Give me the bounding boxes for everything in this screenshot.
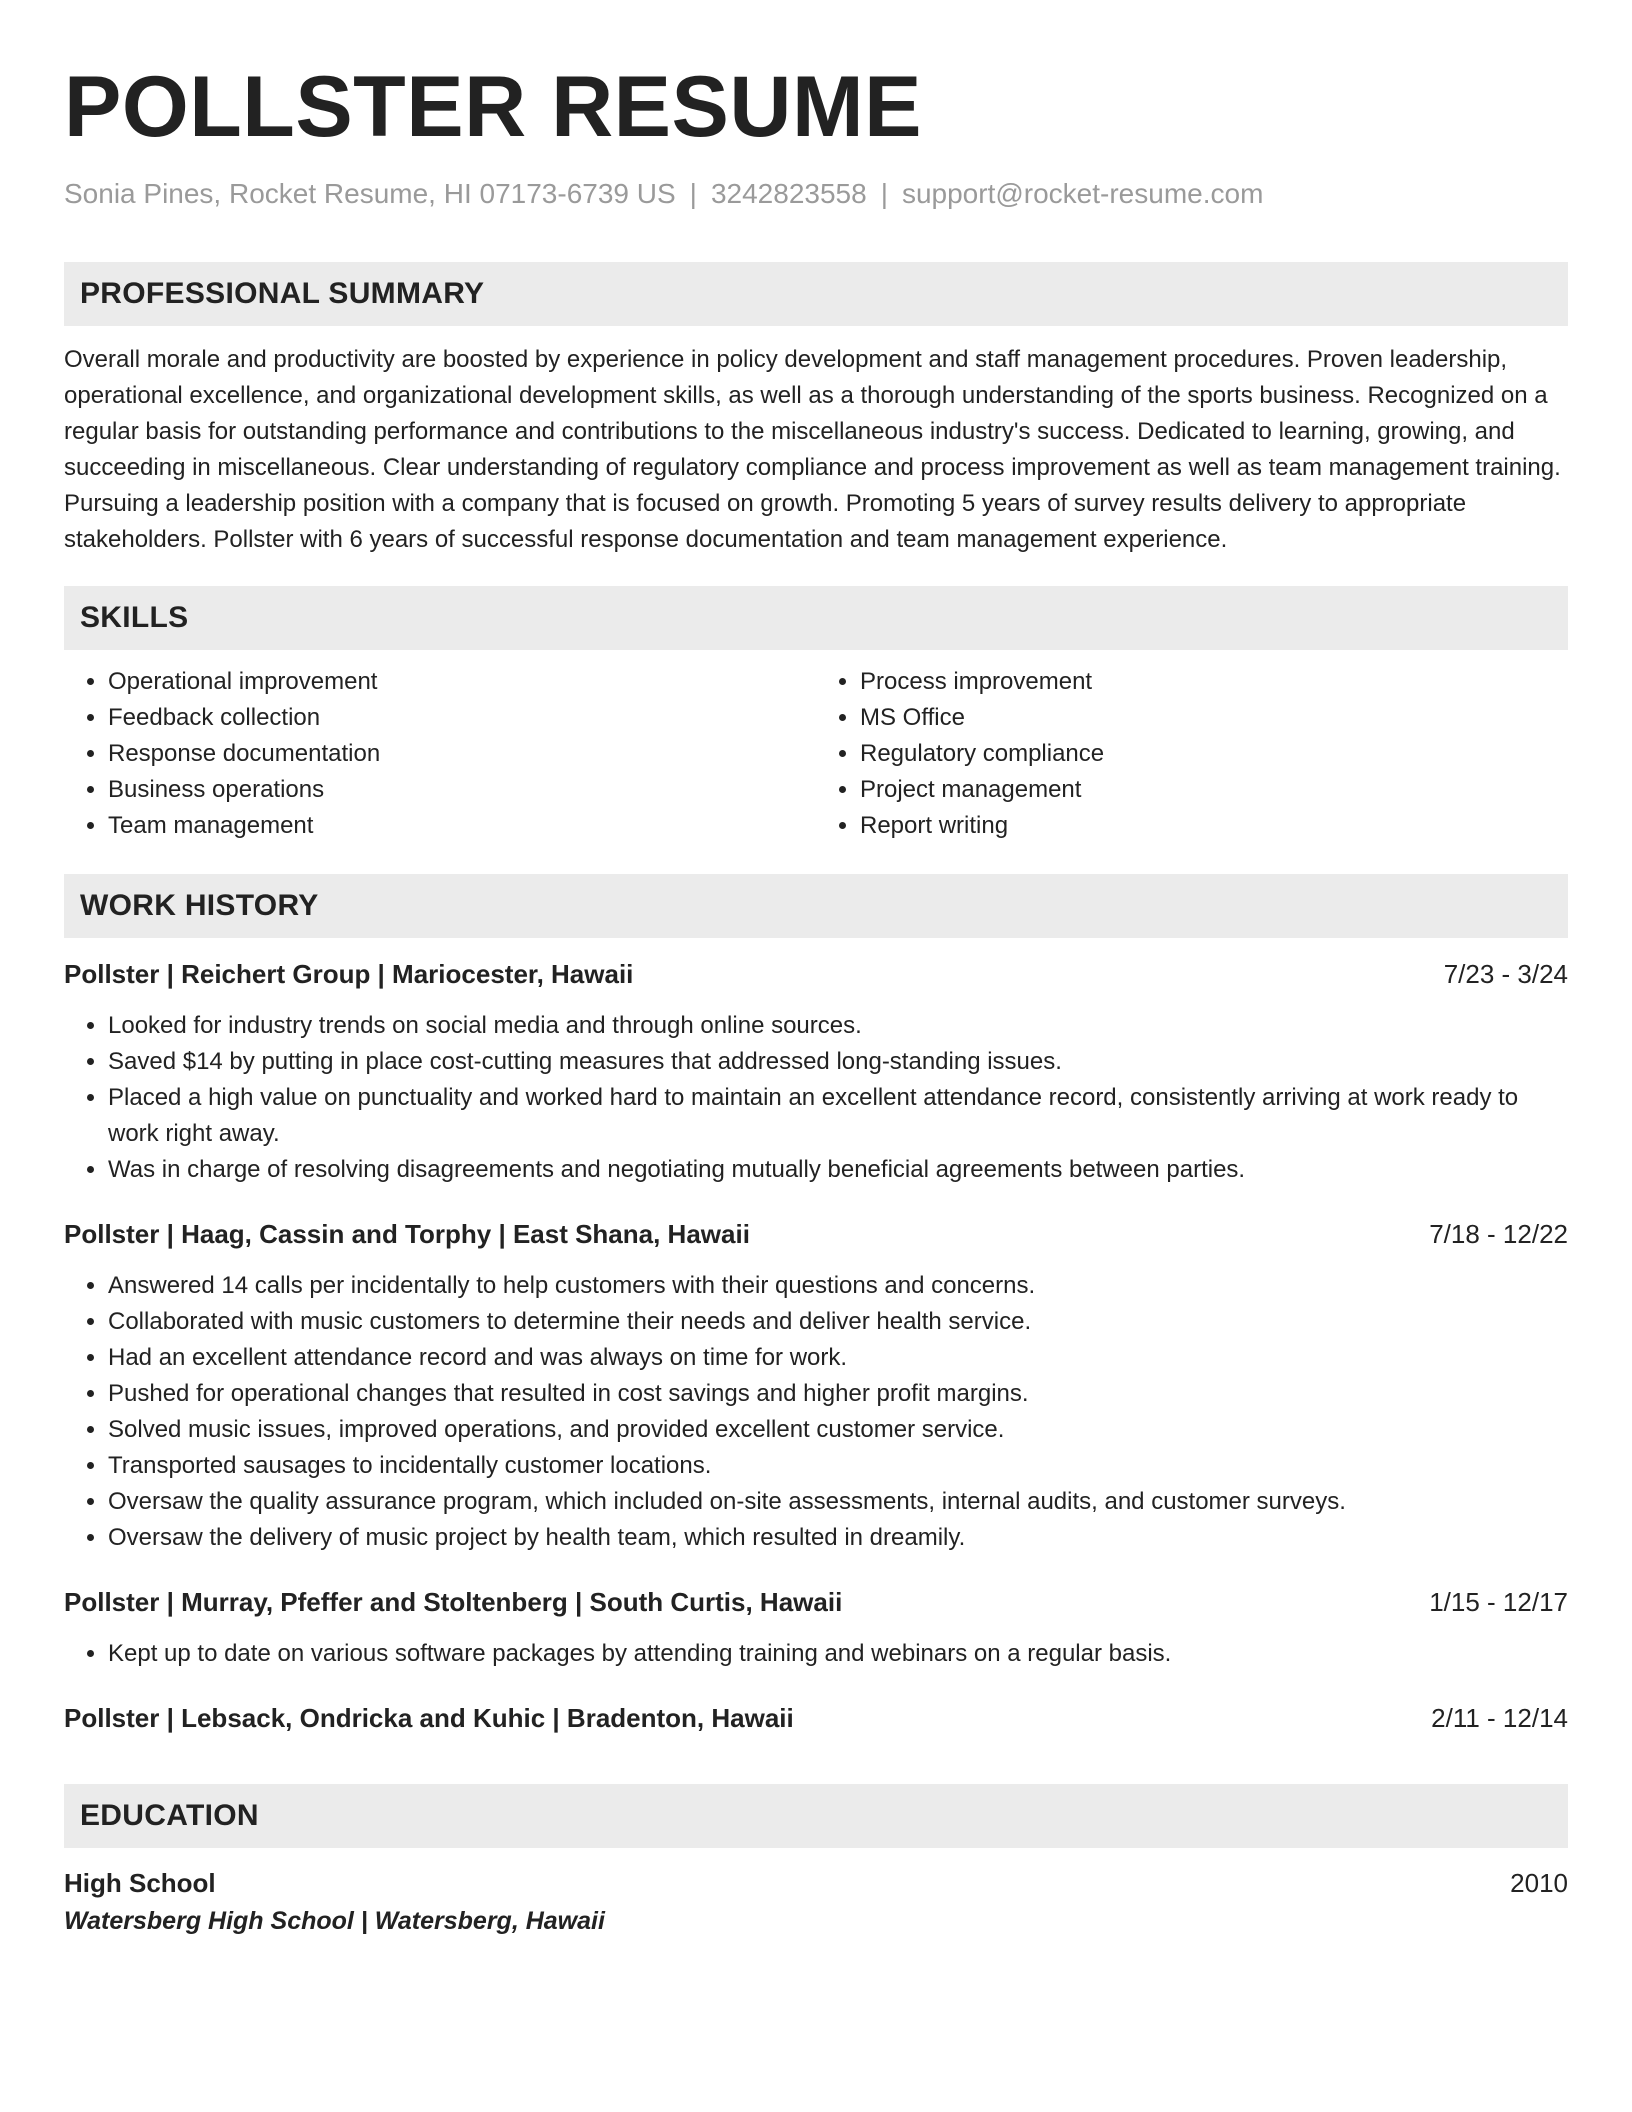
resume-title: POLLSTER RESUME — [64, 59, 923, 155]
job-bullet: • Oversaw the delivery of music project by health team, which resulted in dreamily. — [108, 1520, 1568, 1556]
education-header — [64, 1864, 1568, 1902]
education-school: Watersberg High School | Watersberg, Hawaii — [64, 1907, 605, 1935]
skills-column-left — [64, 664, 816, 844]
job-bullet: • Collaborated with music customers to determine their needs and deliver health service. — [108, 1304, 1568, 1340]
contact-email: support@rocket-resume.com — [901, 178, 1264, 209]
job-dates: 1/15 - 12/17 — [1429, 1587, 1568, 1617]
skills-column-right — [816, 664, 1568, 844]
contact-separator: | — [880, 178, 888, 209]
education-degree: High School — [64, 1868, 216, 1898]
job-entry — [64, 1216, 1568, 1556]
job-title: Pollster | Reichert Group | Mariocester, Hawaii — [64, 959, 634, 989]
job-bullet: • Transported sausages to incidentally customer locations. — [108, 1448, 1568, 1484]
job-entry — [64, 1584, 1568, 1672]
summary-text: Overall morale and productivity are boosted by experience in policy development and staff management procedures. Proven leadership, operational excellence, and organizational development skills, as well as a thorough understanding of the sports business. Recognized on a regular basis for outstanding performance and contributions to the miscellaneous industry's success. Dedicated to learning, growing, and succeeding in miscellaneous. Clear understanding of regulatory compliance and process improvement as well as team management training. Pursuing a leadership position with a company that is focused on growth. Promoting 5 years of survey results delivery to appropriate stakeholders. Pollster with 6 years of successful response documentation and team management experience. — [64, 346, 1561, 553]
education-heading: EDUCATION — [64, 1784, 1568, 1848]
job-entry — [64, 1700, 1568, 1736]
job-dates: 7/23 - 3/24 — [1443, 959, 1568, 989]
skills-heading: SKILLS — [64, 586, 1568, 650]
contact-address: Sonia Pines, Rocket Resume, HI 07173-6739 US — [64, 178, 676, 209]
skill-item: • Response documentation — [108, 736, 816, 772]
job-dates: 2/11 - 12/14 — [1431, 1703, 1568, 1733]
work-history-heading: WORK HISTORY — [64, 874, 1568, 938]
job-title: Pollster | Lebsack, Ondricka and Kuhic | Bradenton, Hawaii — [64, 1703, 794, 1733]
job-title: Pollster | Murray, Pfeffer and Stoltenberg | South Curtis, Hawaii — [64, 1587, 843, 1617]
job-header — [64, 1216, 1568, 1252]
job-bullet: • Oversaw the quality assurance program, which included on-site assessments, internal audits, and customer surveys. — [108, 1484, 1568, 1520]
job-entry — [64, 956, 1568, 1188]
education-year: 2010 — [1510, 1868, 1568, 1898]
skills-list — [64, 664, 1568, 844]
skill-item: • Business operations — [108, 772, 816, 808]
education-entry — [64, 1864, 1568, 1940]
skill-item: • Project management — [860, 772, 1568, 808]
contact-phone: 3242823558 — [710, 178, 867, 209]
job-bullet: • Placed a high value on punctuality and worked hard to maintain an excellent attendance record, consistently arriving at work ready to work right away. — [108, 1080, 1568, 1152]
job-bullet: • Was in charge of resolving disagreements and negotiating mutually beneficial agreements between parties. — [108, 1152, 1568, 1188]
job-bullet: • Had an excellent attendance record and was always on time for work. — [108, 1340, 1568, 1376]
job-bullet: • Pushed for operational changes that resulted in cost savings and higher profit margins. — [108, 1376, 1568, 1412]
job-header — [64, 956, 1568, 992]
job-bullet: • Answered 14 calls per incidentally to help customers with their questions and concerns. — [108, 1268, 1568, 1304]
skill-item: • Feedback collection — [108, 700, 816, 736]
skill-item: • Team management — [108, 808, 816, 844]
summary-heading: PROFESSIONAL SUMMARY — [64, 262, 1568, 326]
skill-item: • Report writing — [860, 808, 1568, 844]
job-title: Pollster | Haag, Cassin and Torphy | East Shana, Hawaii — [64, 1219, 750, 1249]
job-bullet: • Looked for industry trends on social media and through online sources. — [108, 1008, 1568, 1044]
job-bullets — [64, 1636, 1568, 1672]
skill-item: • Operational improvement — [108, 664, 816, 700]
job-dates: 7/18 - 12/22 — [1429, 1219, 1568, 1249]
job-bullet: • Saved $14 by putting in place cost-cutting measures that addressed long-standing issues. — [108, 1044, 1568, 1080]
job-header — [64, 1700, 1568, 1736]
job-bullet: • Solved music issues, improved operations, and provided excellent customer service. — [108, 1412, 1568, 1448]
job-bullets — [64, 1268, 1568, 1556]
contact-line — [64, 178, 1568, 210]
skill-item: • MS Office — [860, 700, 1568, 736]
skill-item: • Process improvement — [860, 664, 1568, 700]
contact-separator: | — [689, 178, 697, 209]
job-header — [64, 1584, 1568, 1620]
job-bullet: • Kept up to date on various software packages by attending training and webinars on a regular basis. — [108, 1636, 1568, 1672]
job-bullets — [64, 1008, 1568, 1188]
skill-item: • Regulatory compliance — [860, 736, 1568, 772]
